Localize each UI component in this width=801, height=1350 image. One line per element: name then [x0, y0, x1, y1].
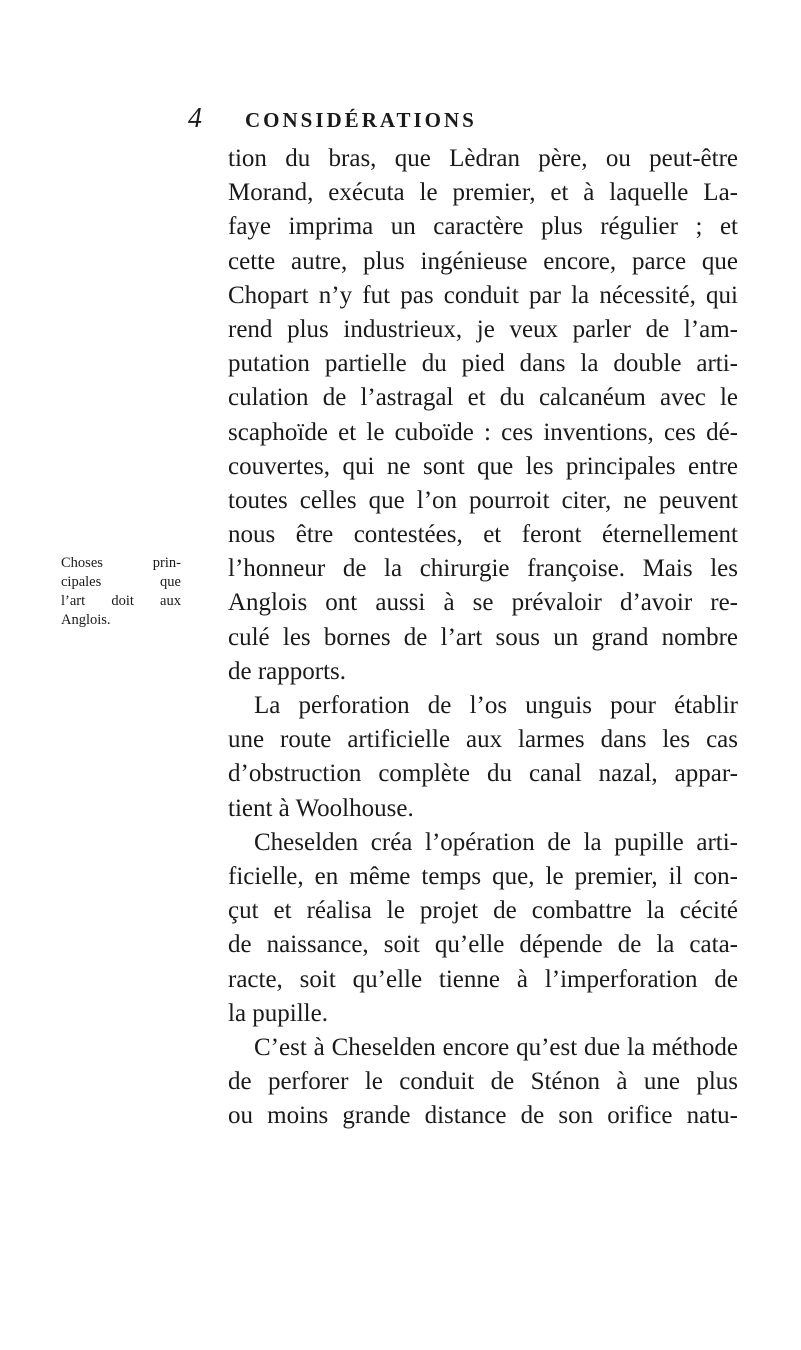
body-text — [228, 142, 738, 1133]
text-line: tion du bras, que Lèdran père, ou peut-être — [228, 145, 738, 172]
text-line: scaphoïde et le cuboïde : ces inventions, ces dé- — [228, 418, 738, 446]
text-line: La perforation de l’os unguis pour établir — [254, 692, 738, 719]
text-line: de rapports. — [228, 657, 347, 685]
text-line: putation partielle du pied dans la double arti- — [228, 350, 738, 378]
text-line: l’honneur de la chirurgie françoise. Mais les — [228, 555, 738, 583]
text-line: Morand, exécuta le premier, et à laquelle La- — [228, 179, 738, 207]
text-line: racte, soit qu’elle tienne à l’imperforation de — [228, 965, 738, 993]
text-line: d’obstruction complète du canal nazal, appar- — [228, 760, 738, 788]
text-line: culé les bornes de l’art sous un grand nombre — [228, 623, 738, 651]
margin-note-line: cipales que — [61, 574, 181, 590]
text-line: toutes celles que l’on pourroit citer, ne peuvent — [228, 486, 738, 514]
text-line: la pupille. — [228, 999, 328, 1027]
text-line: Chopart n’y fut pas conduit par la nécessité, qui — [228, 281, 738, 309]
text-line: ficielle, en même temps que, le premier, il con- — [228, 862, 738, 890]
running-head — [0, 104, 801, 134]
text-line: tient à Woolhouse. — [228, 794, 414, 822]
margin-note-line: Choses prin- — [61, 555, 181, 571]
text-line: Cheselden créa l’opération de la pupille arti- — [254, 828, 738, 856]
text-line: ou moins grande distance de son orifice natu- — [228, 1102, 738, 1130]
text-line: rend plus industrieux, je veux parler de l’am- — [228, 315, 738, 343]
running-title: CONSIDÉRATIONS — [245, 108, 477, 132]
margin-note — [61, 554, 181, 630]
text-line: çut et réalisa le projet de combattre la cécité — [228, 897, 738, 925]
page-number: 4 — [188, 103, 202, 134]
text-line: une route artificielle aux larmes dans les cas — [228, 726, 738, 754]
text-line: de perforer le conduit de Sténon à une plus — [228, 1068, 738, 1096]
margin-note-line: l’art doit aux — [61, 593, 181, 609]
text-line: de naissance, soit qu’elle dépende de la cata- — [228, 931, 738, 959]
text-line: Anglois ont aussi à se prévaloir d’avoir re- — [228, 589, 738, 617]
text-line: cette autre, plus ingénieuse encore, parce que — [228, 247, 738, 275]
text-line: nous être contestées, et feront éternellement — [228, 521, 738, 549]
text-line: couvertes, qui ne sont que les principales entre — [228, 452, 738, 480]
margin-note-line: Anglois. — [61, 612, 111, 628]
text-line: C’est à Cheselden encore qu’est due la méthode — [254, 1033, 738, 1061]
text-line: culation de l’astragal et du calcanéum avec le — [228, 384, 738, 412]
text-line: faye imprima un caractère plus régulier ; et — [228, 213, 738, 241]
